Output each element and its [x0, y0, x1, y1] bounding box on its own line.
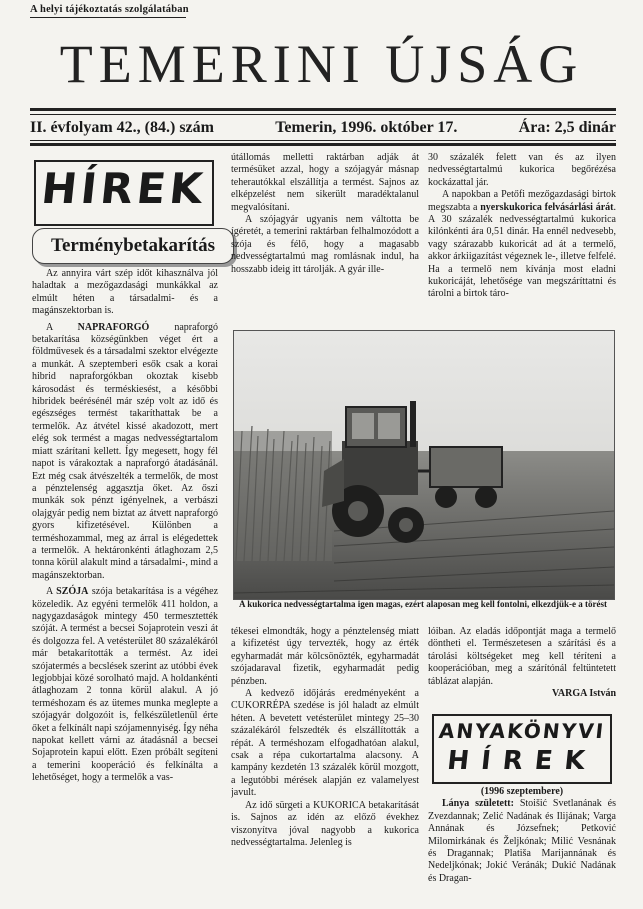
tagline-rule — [30, 17, 186, 18]
article-column-1 — [32, 268, 218, 900]
paragraph: Az idő sürgeti a KUKORICA betakarítását is. Sajnos az idén az előző évekhez viszonyítva jóval nagyobb a kukorica nedvességtartalma. Jelenleg is — [231, 799, 419, 848]
issue-date: Temerin, 1996. október 17. — [275, 119, 458, 136]
registry-title-line2: HÍREK — [445, 746, 599, 776]
paragraph: A NAPRAFORGÓ napraforgó betakarítása községünkben véget ért a földművesek és a társadalmi szektor elvégezte a munkát. A szeptemberi esők csak a korai hibrid napraforgókban okoztak kisebb károsodást és terméskiesést, a későbbi hibridek beérésénél már szép volt az idő és egészséges termést takaríthattak be a termelők. Az átvétel kissé akadozott, mert elég sok termést a magas nedvességtartalom miatt szárítani kellett. Így megesett, hogy fél napot is várakoztak a napraforgó átadásánál. Ezt még csak átvészelték a termelők, de most a pénztelenség aggasztja őket. Az őszi munkák sok pénzt igényelnek, a verbászi olajgyár pedig nem biztat az átvett napraforgó gyors kifizetésével. Különben a terméshozammal, meg az árral is elégedettek a termelők. A hektáronkénti átlaghozam 2,5 tonna körül alakult mind a társadalmi-, mind a magánszektorban. — [32, 321, 218, 581]
masthead-rule-top — [30, 108, 616, 111]
harvest-photo — [233, 330, 615, 600]
paragraph: lóiban. Az eladás időpontját maga a termelő döntheti el. Természetesen a szárítási és a tárolási költségeket meg kell téríteni a kooperációban, meg a szárítónál feltüntetett táblázat alapján. — [428, 626, 616, 687]
volume-number: II. évfolyam 42., (84.) szám — [30, 119, 214, 136]
paragraph: A szójagyár ugyanis nem váltotta be ígéretét, a temerini raktárban felhalmozódott a szója és félő, hogy a magasabb nedvességtartalmú mag romlásnak indul, ha hosszabb ideig itt tárolják. A gyár ille- — [231, 214, 419, 275]
article-title: Terménybetakarítás — [51, 235, 215, 256]
masthead-title: TEMERINI ÚJSÁG — [59, 34, 584, 94]
registry-column — [428, 786, 616, 904]
masthead-rule-bottom-thin — [30, 140, 616, 141]
article-title-box — [32, 228, 234, 264]
issue-price: Ára: 2,5 dinár — [518, 119, 616, 136]
news-badge — [34, 160, 214, 226]
tagline: A helyi tájékoztatás szolgálatában — [30, 4, 189, 15]
registry-period: (1996 szeptembere) — [480, 786, 564, 797]
issue-line — [30, 119, 616, 137]
article-column-2-bottom — [231, 626, 419, 900]
paragraph: 30 százalék felett van és az ilyen nedvességtartalmú kukorica begőrézésa kockázattal jár. — [428, 152, 616, 188]
paragraph: A kedvező időjárás eredményeként a CUKORRÉPA szedése is jól haladt az elmúlt héten. A bevetett vetésterület mintegy 25–30 százalékáról felszedték és elszállították a répát. A terméshozam elfogadhatóan alakul, csak a répa cukortartalma alacsony. A kampány kezdetén 13 százalék körül mozgott, a legutóbbi mérések alapján ez valamelyest javult. — [231, 688, 419, 799]
news-badge-text: HÍREK — [39, 164, 209, 213]
masthead-rule-bottom — [30, 143, 616, 146]
paragraph: útállomás melletti raktárban adják át termésüket azzal, hogy a szójagyár másnap teherautókkal elszállítja a termést. Sajnos az elképzelést nem sikerült maradéktalanul megvalósítani. — [231, 152, 419, 213]
paragraph: A napokban a Petőfi mezőgazdasági birtok megszabta a nyerskukorica felvásárlási árát. A 30 százalék nedvességtartalmú kukorica kilónkénti ára 0,51 dinár. Ha ennél nedvesebb, vagy szárazabb kukoricát ad át a termelő, akkor árkiigazítást végeznek le-, illetve felfelé. Ha a termelő nem kívánja most eladni kukoricáját, lehetősége van megszáríttatni és tárolni a birtok táro- — [428, 189, 616, 300]
registry-title-line1: ANYAKÖNYVI — [437, 719, 607, 743]
article-column-3-top — [428, 152, 616, 324]
bold-phrase: nyerskukorica felvásárlási árát — [480, 201, 614, 213]
article-author: VARGA István — [552, 688, 616, 700]
article-column-3-bottom — [428, 626, 616, 710]
article-column-2-top — [231, 152, 419, 324]
paragraph: A SZÓJA szója betakarítása is a végéhez közeledik. Az egyéni termelők 411 holdon, a nagygazdaságok mintegy 450 termesztették szóját. A termést a becsei Sojaprotein veszi át és dolgozza fel. A vetésterület 80 százalékáról már betakarították a termést. Az idei szójatermés a becslések szerint az utóbbi évek legjobbjai közé sorolható majd. A holdankénti átlaghozam 2 tonna körül alakul. A jó terméshozam és az ütemes munka meglepte a szójagyár dolgozóit is, felkészületlenül érte őket a felkínált napi szójamennyiség. Így néha napokat kellett várni az átadásnál a becsei Sojaprotein kapui előtt. Ezen próbált segíteni a temerini kooperáció és felkínálta a lehetőséget, hogy a termelők a vas- — [32, 586, 218, 784]
registry-badge — [432, 714, 612, 784]
tractor-field-image — [234, 331, 614, 599]
paragraph: tékesei elmondták, hogy a pénztelenség miatt a kifizetést úgy tervezték, hogy az érték egyharmadát már kölcsönözték, egyharmadát szójadaraval fizetik, egyharmadát pedig pénzben. — [231, 626, 419, 687]
masthead-rule-top-thin — [30, 114, 616, 115]
registry-births: Lánya született: Stoišić Svetlanának és Zvezdannak; Zelić Nadának és Ilijának; Varga Annának és Józsefnek; Petković Milomirkának és Željkónak; Milić Vesnának és Dragannak; Platiša Marijannának és Nedeljkónak; Jokić Veránák; Dukić Nadának és Dragan- — [428, 798, 616, 884]
photo-caption: A kukorica nedvességtartalma igen magas, ezért alaposan meg kell fontolni, elkezdjük-e a törést — [239, 599, 607, 609]
paragraph: Az annyira várt szép időt kihasználva jól haladtak a mezőgazdasági munkákkal az elmúlt héten a társadalmi- és a magánszektorban is. — [32, 268, 218, 317]
